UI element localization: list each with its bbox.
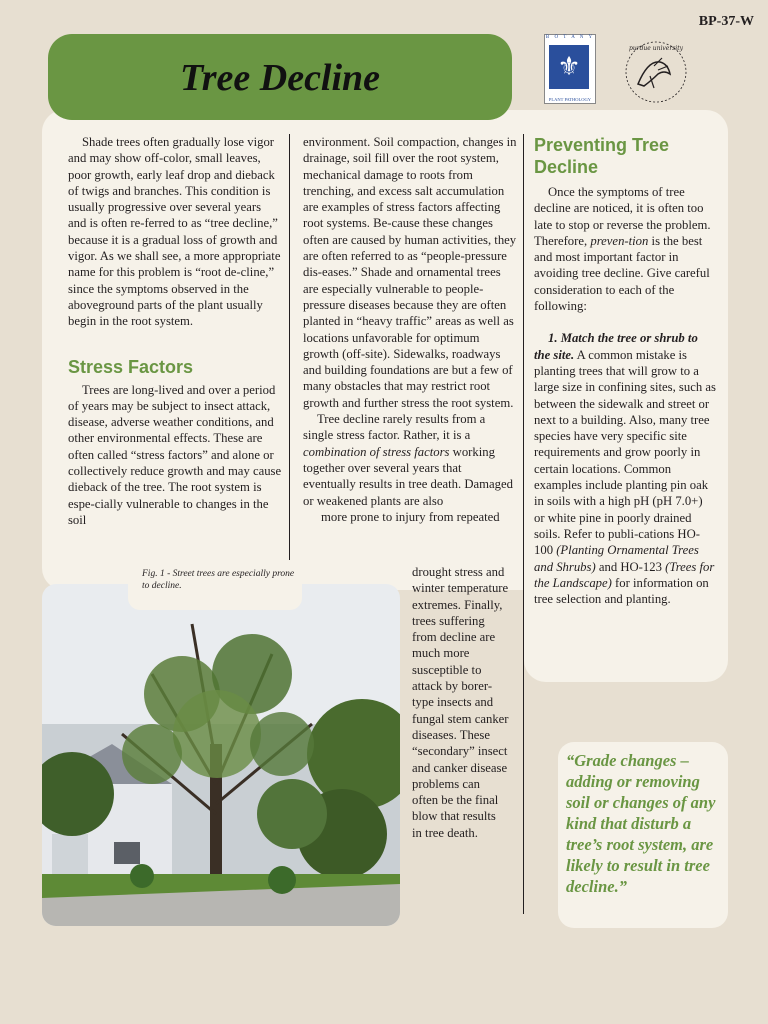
stress-factors-heading: Stress Factors — [68, 356, 194, 377]
page-title: Tree Decline — [179, 57, 381, 99]
wrap-text — [412, 564, 522, 841]
wrap-line: and canker disease — [412, 760, 508, 775]
wrap-line: from decline are — [412, 630, 496, 645]
combination-text-a: Tree decline rarely results from a single stress factor. Rather, it is a — [303, 412, 486, 443]
wrap-line: in tree death. — [412, 825, 478, 840]
match-tree-text-c: for information on tree selection and planting. — [534, 575, 709, 607]
prevention-emphasis: preven-tion — [590, 233, 649, 248]
botany-logo-band: B O T A N Y — [545, 35, 595, 40]
wrap-line: extremes. Finally, — [412, 597, 503, 612]
column-divider-1 — [289, 134, 290, 560]
wrap-line: “secondary” insect — [412, 744, 508, 759]
column-3 — [534, 134, 716, 607]
intro-paragraph: Shade trees often gradually lose vigor and may show off-color, small leaves, poor growth, early leaf drop and dieback of twigs and branches. This condition is usually progressive over several years and is often re-ferred to as “tree decline,” because it is a gradual loss of growth and vigor. As we shall see, a more appropriate name for this problem is “root de-cline,” since the symptoms observed in the aboveground parts of the plant usually begin in the root system. — [68, 135, 281, 329]
match-tree-text-b: and HO-123 — [598, 559, 662, 574]
preventing-heading: Preventing Tree Decline — [534, 135, 670, 177]
purdue-seal-icon — [624, 40, 688, 104]
match-tree-pub1: (Planting Ornamental Trees and Shrubs) — [534, 543, 699, 574]
column-1 — [68, 134, 282, 528]
wrap-line: trees suffering — [412, 613, 485, 628]
match-tree-text-a: A common mistake is planting trees that will grow to a large size in confining sites, such as between the sidewalk and street or next to a building. Also, many tree species have very specific site requirements and grow poorly in certain locations. Common examples include planting pin oak in soils with a high pH (pH 7.0+) or white pine in poorly drained soils. Refer to publi-cations HO-100 — [534, 347, 716, 558]
pull-quote: “Grade changes – adding or removing soil or changes of any kind that disturb a tree’s root system, are likely to result in tree decline.” — [566, 751, 716, 896]
combination-emphasis: combination of stress factors — [303, 444, 450, 459]
fleur-de-lis-icon: ⚜ — [549, 45, 589, 89]
figure-caption: Fig. 1 - Street trees are especially prone to decline. — [142, 569, 295, 591]
wrap-line: much more — [412, 646, 470, 661]
botany-logo — [544, 34, 596, 104]
wrap-line: susceptible to — [412, 662, 482, 677]
wrap-line: type insects and — [412, 695, 494, 710]
wrap-line: problems can — [412, 776, 480, 791]
combination-text-b: working together over several years that eventually results in tree death. Damaged or weakened plants are also — [303, 444, 513, 508]
column-2 — [303, 134, 517, 525]
wrap-line: drought stress and — [412, 565, 505, 579]
wrap-line: diseases. These — [412, 727, 490, 742]
wrap-line: often be the final — [412, 793, 499, 808]
match-tree-pub2: (Trees for the Landscape) — [534, 559, 715, 590]
wrap-line: attack by borer- — [412, 679, 493, 694]
match-tree-label: 1. Match the tree or shrub to the site. — [534, 331, 698, 362]
prevention-text-a: Once the symptoms of tree decline are noticed, it is often too late to stop or reverse the problem. Therefore, — [534, 185, 711, 248]
soil-environment-paragraph: environment. Soil compaction, changes in drainage, soil fill over the root system, mechanical damage to roots from trenching, and excess salt accumulation are examples of stress factors affecting root systems. Be-cause these changes often are caused by human activities, they are often referred to as “people-pressure dis-eases.” Shade and ornamental trees are especially vulnerable to people-pressure diseases because they are often planted in “heavy traffic” areas as well as locations unfavorable for optimum growth (off-site). Sidewalks, roadways and building foundations are but a few of many obstacles that may restrict root growth and further stress the root system. — [303, 135, 517, 410]
street-tree-photo — [42, 584, 400, 926]
prevention-text-b: is the best and most important factor in avoiding tree decline. Give careful consideration to each of the following: — [534, 233, 710, 314]
title-banner — [48, 34, 512, 120]
match-tree-paragraph — [534, 330, 716, 607]
combination-text-c: more prone to injury from repeated — [321, 509, 500, 524]
stress-factors-paragraph: Trees are long-lived and over a period of years may be subject to insect attack, disease, adverse weather conditions, and other environmental effects. These are often called “stress factors” and alone or collectively reduce growth and may cause dieback of the tree. The root system is espe-cially vulnerable to changes in the soil — [68, 382, 282, 527]
wrap-line: fungal stem canker — [412, 711, 509, 726]
combination-paragraph — [303, 411, 517, 509]
wrap-line: winter temperature — [412, 581, 509, 596]
wrap-line: blow that results — [412, 809, 496, 824]
prevention-paragraph — [534, 184, 716, 314]
purdue-seal-text: purdue university — [629, 45, 683, 52]
document-id: BP-37-W — [698, 14, 754, 29]
column-divider-2 — [523, 134, 524, 914]
botany-logo-foot: PLANT PATHOLOGY — [548, 97, 592, 102]
